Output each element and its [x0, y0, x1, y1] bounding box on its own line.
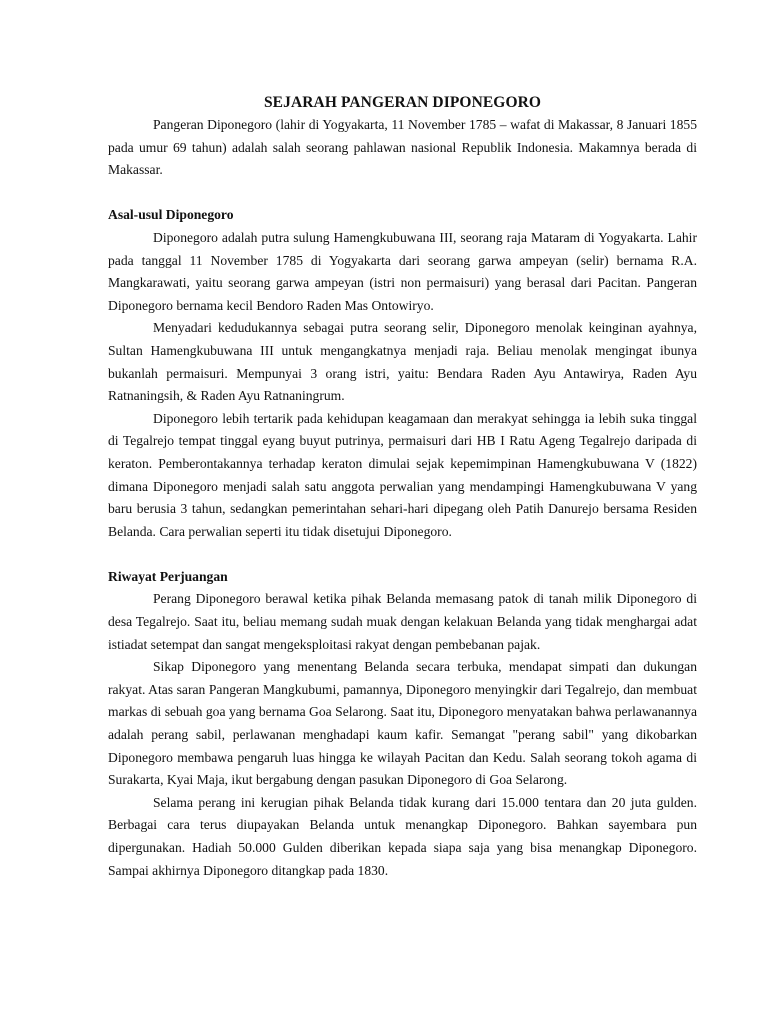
paragraph: Diponegoro lebih tertarik pada kehidupan keagamaan dan merakyat sehingga ia lebih suka tinggal di Tegalrejo tempat tinggal eyang buyut putrinya, permaisuri dari HB I Ratu Ageng Tegalrejo daripada di keraton. Pemberontakannya terhadap keraton dimulai sejak kepemimpinan Hamengkubuwana V (1822) dimana Diponegoro menjadi salah satu anggota perwalian yang mendampingi Hamengkubuwana V yang baru berusia 3 tahun, sedangkan pemerintahan sehari-hari dipegang oleh Patih Danurejo bersama Residen Belanda. Cara perwalian seperti itu tidak disetujui Diponegoro.: [108, 410, 697, 539]
spacer: [108, 543, 697, 566]
section-heading-riwayat-perjuangan: Riwayat Perjuangan: [108, 568, 228, 584]
paragraph: Sikap Diponegoro yang menentang Belanda secara terbuka, mendapat simpati dan dukungan rakyat. Atas saran Pangeran Mangkubumi, pamannya, Diponegoro menyingkir dari Tegalrejo, dan membuat markas di sebuah goa yang bernama Goa Selarong. Saat itu, Diponegoro menyatakan bahwa perlawanannya adalah perang sabil, perlawanan menghadapi kaum kafir. Semangat "perang sabil" yang dikobarkan Diponegoro membawa pengaruh luas hingga ke wilayah Pacitan dan Kedu. Salah seorang tokoh agama di Surakarta, Kyai Maja, ikut bergabung dengan pasukan Diponegoro di Goa Selarong.: [108, 659, 697, 788]
section-heading-asal-usul: Asal-usul Diponegoro: [108, 207, 234, 223]
document-title: SEJARAH PANGERAN DIPONEGORO: [263, 94, 542, 111]
spacer: [108, 182, 697, 205]
paragraph: Perang Diponegoro berawal ketika pihak Belanda memasang patok di tanah milik Diponegoro di desa Tegalrejo. Saat itu, beliau memang sudah muak dengan kelakuan Belanda yang tidak menghargai adat istiadat setempat dan sangat mengeksploitasi rakyat dengan pembebanan pajak.: [108, 591, 697, 652]
paragraph: Menyadari kedudukannya sebagai putra seorang selir, Diponegoro menolak keinginan ayahnya, Sultan Hamengkubuwana III untuk mengangkatnya menjadi raja. Beliau menolak mengingat ibunya bukanlah permaisuri. Mempunyai 3 orang istri, yaitu: Bendara Raden Ayu Antawirya, Raden Ayu Ratnaningsih, & Raden Ayu Ratnaningrum.: [108, 320, 697, 404]
paragraph: Selama perang ini kerugian pihak Belanda tidak kurang dari 15.000 tentara dan 20 juta gulden. Berbagai cara terus diupayakan Belanda untuk menangkap Diponegoro. Bahkan sayembara pun dipergunakan. Hadiah 50.000 Gulden diberikan kepada siapa saja yang bisa menangkap Diponegoro. Sampai akhirnya Diponegoro ditangkap pada 1830.: [108, 794, 697, 878]
paragraph: Diponegoro adalah putra sulung Hamengkubuwana III, seorang raja Mataram di Yogyakarta. Lahir pada tanggal 11 November 1785 di Yogyakarta dari seorang garwa ampeyan (selir) bernama R.A. Mangkarawati, yaitu seorang garwa ampeyan (istri non permaisuri) yang berasal dari Pacitan. Pangeran Diponegoro bernama kecil Bendoro Raden Mas Ontowiryo.: [108, 229, 697, 313]
document-page: [108, 92, 697, 882]
intro-paragraph: Pangeran Diponegoro (lahir di Yogyakarta, 11 November 1785 – wafat di Makassar, 8 Januari 1855 pada umur 69 tahun) adalah salah seorang pahlawan nasional Republik Indonesia. Makamnya berada di Makassar.: [108, 117, 697, 178]
